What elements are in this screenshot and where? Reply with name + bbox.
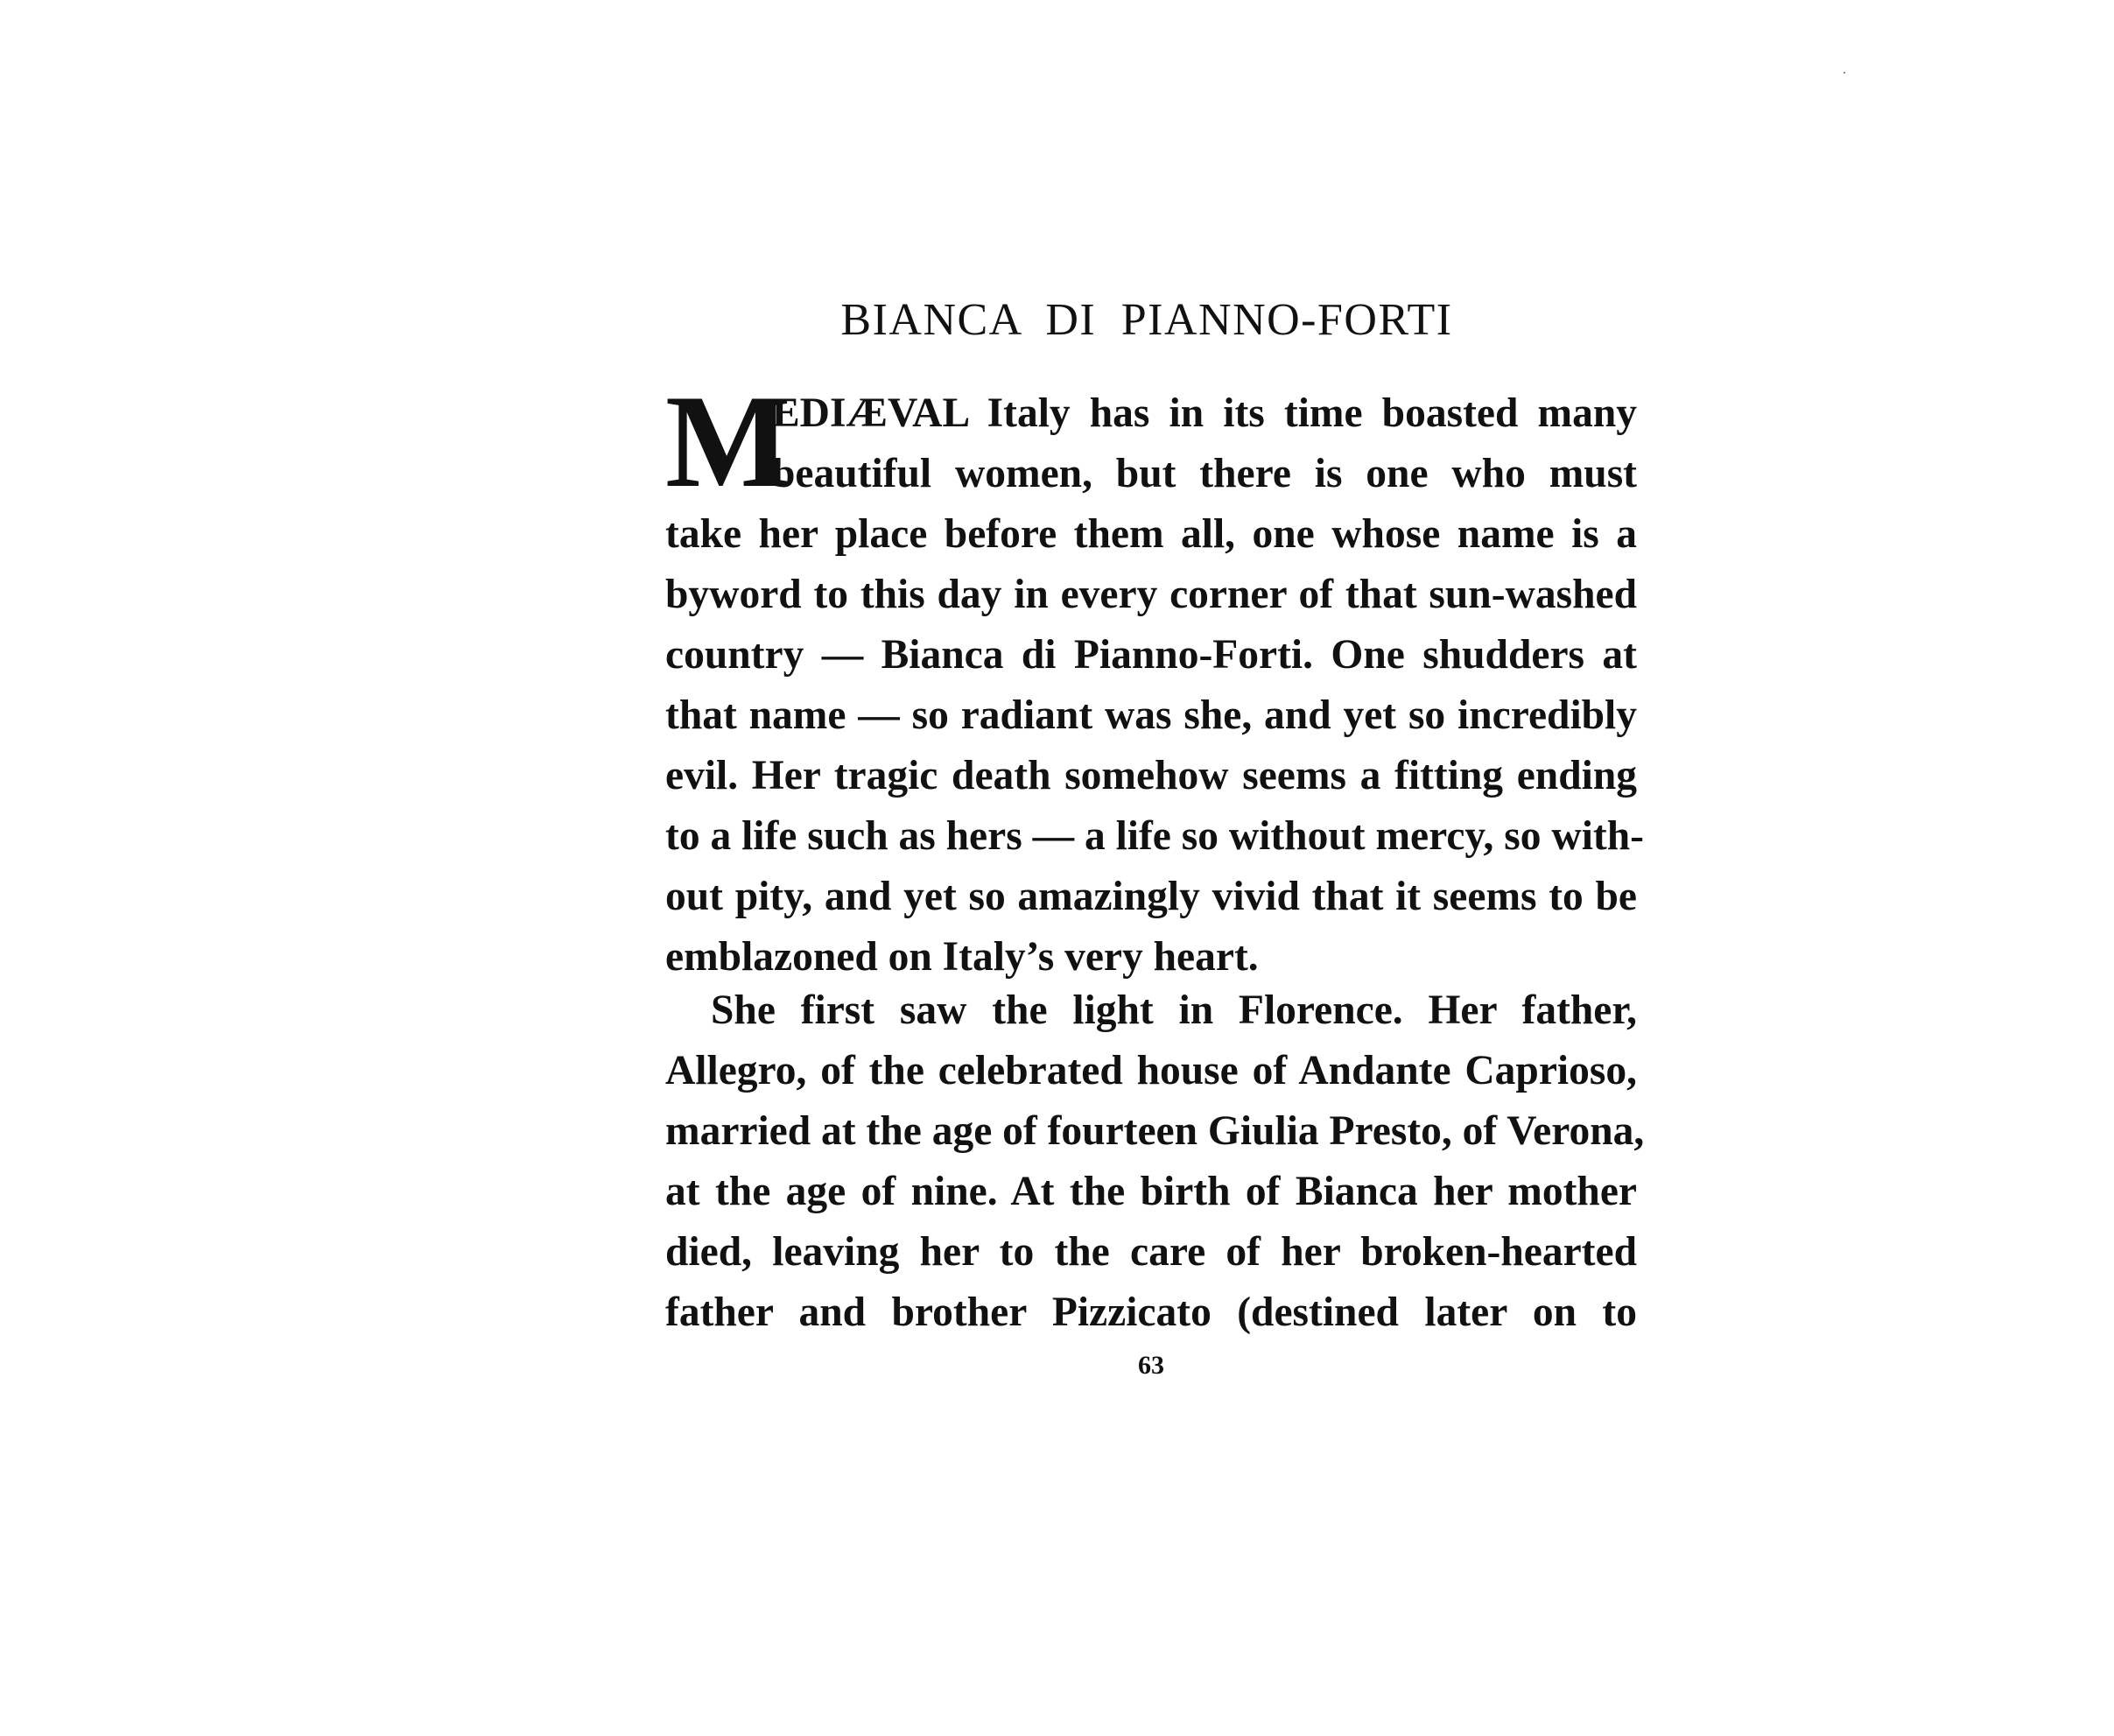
text-line: beautiful women, but there is one who must: [772, 451, 1637, 496]
paragraph-1: [665, 368, 1644, 987]
drop-cap: M: [665, 368, 791, 515]
text-line: evil. Her tragic death somehow seems a fitting ending: [665, 753, 1637, 798]
text-line: emblazoned on Italy’s very heart.: [665, 934, 1259, 980]
page-number: 63: [1138, 1351, 1164, 1380]
text-line: country — Bianca di Pianno-Forti. One shudders at: [665, 632, 1637, 678]
paragraph-2: [665, 980, 1645, 1343]
text-line: out pity, and yet so amazingly vivid that it seems to be: [665, 874, 1637, 919]
text-line: byword to this day in every corner of that sun-washed: [665, 572, 1637, 617]
text-line: take her place before them all, one whose name is a: [665, 511, 1637, 557]
text-line: father and brother Pizzicato (destined later on to: [665, 1290, 1637, 1335]
text-line: to a life such as hers — a life so without mercy, so with-: [665, 813, 1644, 859]
text-line: Allegro, of the celebrated house of Andante Caprioso,: [665, 1048, 1637, 1093]
text-line: married at the age of fourteen Giulia Presto, of Verona,: [665, 1108, 1645, 1154]
text-line: EDIÆVAL Italy has in its time boasted many: [772, 390, 1637, 436]
text-line: that name — so radiant was she, and yet so incredibly: [665, 692, 1637, 738]
text-line: died, leaving her to the care of her broken-hearted: [665, 1229, 1637, 1275]
text-line: at the age of nine. At the birth of Bianca her mother: [665, 1169, 1637, 1214]
page-speck: [1844, 72, 1845, 74]
text-line: She first saw the light in Florence. Her father,: [711, 987, 1637, 1033]
chapter-title: BIANCA DI PIANNO-FORTI: [840, 295, 1453, 345]
